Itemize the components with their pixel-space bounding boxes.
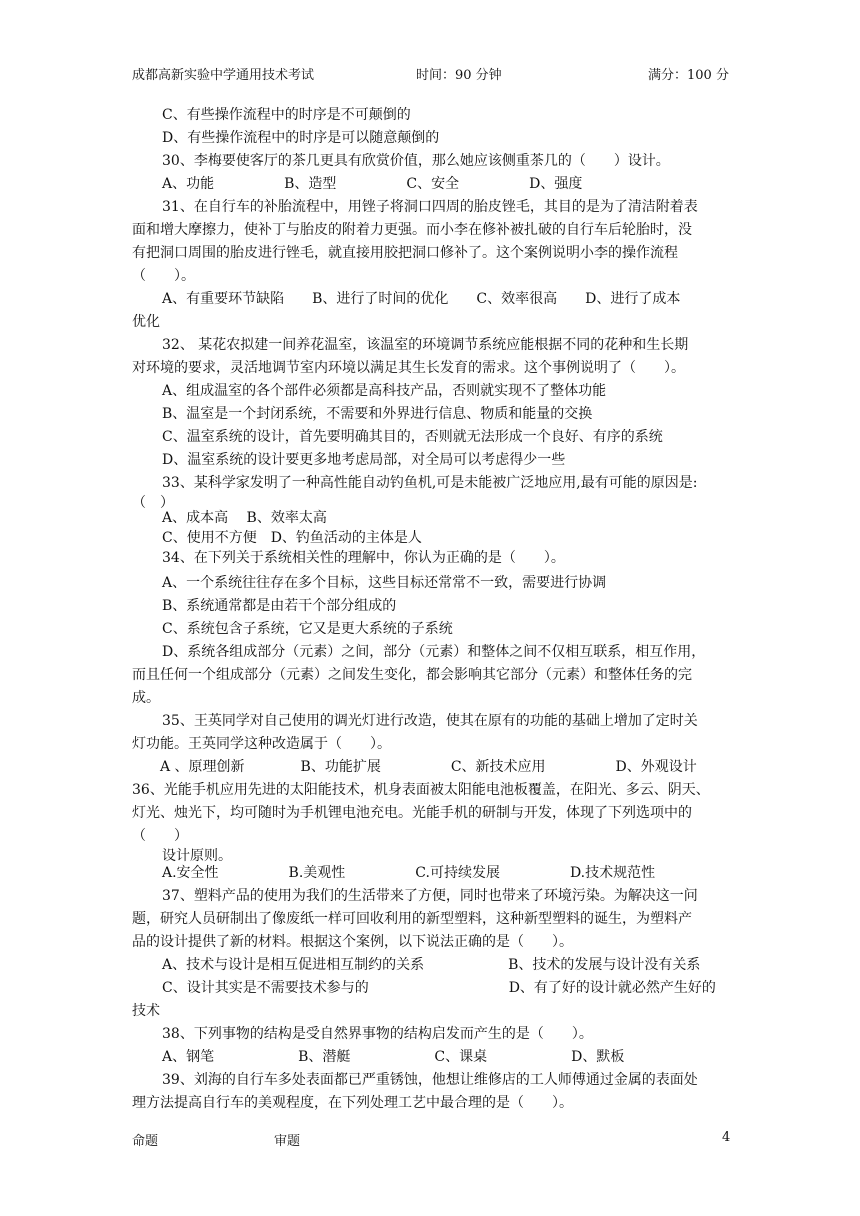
- text-line: A、一个系统往往存在多个目标，这些目标还常常不一致，需要进行协调: [162, 575, 607, 591]
- text-line: 理方法提高自行车的美观程度，在下列处理工艺中最合理的是（ ）。: [132, 1095, 573, 1111]
- text-line: 灯功能。王英同学这种改造属于（ ）。: [132, 736, 391, 752]
- text-line: 36、光能手机应用先进的太阳能技术，机身表面被太阳能电池板覆盖，在阳光、多云、阴天、: [132, 782, 710, 798]
- text-line: C、温室系统的设计，首先要明确其目的，否则就无法形成一个良好、有序的系统: [162, 429, 663, 445]
- text-line: 30、李梅要使客厅的茶几更具有欣赏价值，那么她应该侧重茶几的（ ）设计。: [162, 153, 670, 169]
- text-line: 灯光、烛光下，均可随时为手机锂电池充电。光能手机的研制与开发，体现了下列选项中的: [132, 805, 692, 821]
- text-line: 38、下列事物的结构是受自然界事物的结构启发而产生的是（ ）。: [162, 1026, 593, 1042]
- header-school: 成都高新实验中学通用技术考试: [132, 68, 315, 83]
- footer-propose: 命题: [132, 1134, 159, 1149]
- header-time: 时间：90 分钟: [416, 68, 502, 83]
- text-line: 31、在自行车的补胎流程中，用锉子将洞口四周的胎皮锉毛，其目的是为了清洁附着表: [162, 199, 698, 215]
- text-line: D、温室系统的设计要更多地考虑局部，对全局可以考虑得少一些: [162, 452, 566, 468]
- text-line: 34、在下列关于系统相关性的理解中，你认为正确的是（ ）。: [162, 550, 565, 566]
- header-score: 满分：100 分: [648, 68, 729, 83]
- text-line: 题，研究人员研制出了像废纸一样可回收利用的新型塑料，这种新型塑料的诞生，为塑料产: [132, 911, 692, 927]
- text-line: （ ）: [132, 828, 188, 844]
- text-line: A、功能 B、造型 C、安全 D、强度: [162, 176, 583, 192]
- text-line: D、有些操作流程中的时序是可以随意颠倒的: [162, 130, 440, 146]
- text-line: 35、王英同学对自己使用的调光灯进行改造，使其在原有的功能的基础上增加了定时关: [162, 713, 698, 729]
- text-line: 面和增大摩擦力，使补丁与胎皮的附着力更强。而小李在修补被扎破的自行车后轮胎时，没: [132, 222, 692, 238]
- text-line: 成。: [132, 690, 160, 706]
- text-line: A、成本高 B、效率太高: [162, 510, 327, 526]
- text-line: A.安全性 B.美观性 C.可持续发展 D.技术规范性: [162, 865, 656, 881]
- text-line: 优化: [132, 314, 160, 330]
- text-line: C、系统包含子系统，它又是更大系统的子系统: [162, 621, 453, 637]
- text-line: 设计原则。: [162, 848, 232, 864]
- text-line: A、有重要环节缺陷 B、进行了时间的优化 C、效率很高 D、进行了成本: [162, 291, 681, 307]
- text-line: 有把洞口周围的胎皮进行锉毛，就直接用胶把洞口修补了。这个案例说明小李的操作流程: [132, 245, 678, 261]
- text-line: D、系统各组成部分（元素）之间，部分（元素）和整体之间不仅相互联系，相互作用，: [162, 644, 706, 660]
- text-line: 33、某科学家发明了一种高性能自动钓鱼机,可是未能被广泛地应用,最有可能的原因是:: [162, 475, 698, 491]
- text-line: A、组成温室的各个部件必须都是高科技产品，否则就实现不了整体功能: [162, 383, 607, 399]
- text-line: 37、塑料产品的使用为我们的生活带来了方便，同时也带来了环境污染。为解决这一问: [162, 888, 698, 904]
- text-line: C、有些操作流程中的时序是不可颠倒的: [162, 107, 411, 123]
- text-line: A、钢笔 B、潜艇 C、课桌 D、默板: [162, 1049, 625, 1065]
- text-line: （ ）: [132, 495, 174, 511]
- text-line: C、设计其实是不需要技术参与的 D、有了好的设计就必然产生好的: [162, 980, 716, 996]
- text-line: 对环境的要求，灵活地调节室内环境以满足其生长发育的需求。这个事例说明了（ ）。: [132, 360, 685, 376]
- text-line: C、使用不方便 D、钓鱼活动的主体是人: [162, 530, 422, 546]
- text-line: B、温室是一个封闭系统，不需要和外界进行信息、物质和能量的交换: [162, 406, 593, 422]
- footer-review: 审题: [274, 1134, 301, 1149]
- text-line: 39、刘海的自行车多处表面都已严重锈蚀，他想让维修店的工人师傅通过金属的表面处: [162, 1072, 698, 1088]
- text-line: 品的设计提供了新的材料。根据这个案例，以下说法正确的是（ ）。: [132, 934, 573, 950]
- text-line: 而且任何一个组成部分（元素）之间发生变化，都会影响其它部分（元素）和整体任务的完: [132, 667, 692, 683]
- text-line: 技术: [132, 1003, 160, 1019]
- text-line: （ ）。: [132, 268, 195, 284]
- text-line: A、技术与设计是相互促进相互制约的关系 B、技术的发展与设计没有关系: [162, 957, 701, 973]
- text-line: A 、原理创新 B、功能扩展 C、新技术应用 D、外观设计: [160, 759, 697, 775]
- text-line: B、系统通常都是由若干个部分组成的: [162, 598, 397, 614]
- text-line: 32、 某花农拟建一间养花温室，该温室的环境调节系统应能根据不同的花种和生长期: [162, 337, 689, 353]
- footer-page-number: 4: [722, 1130, 731, 1145]
